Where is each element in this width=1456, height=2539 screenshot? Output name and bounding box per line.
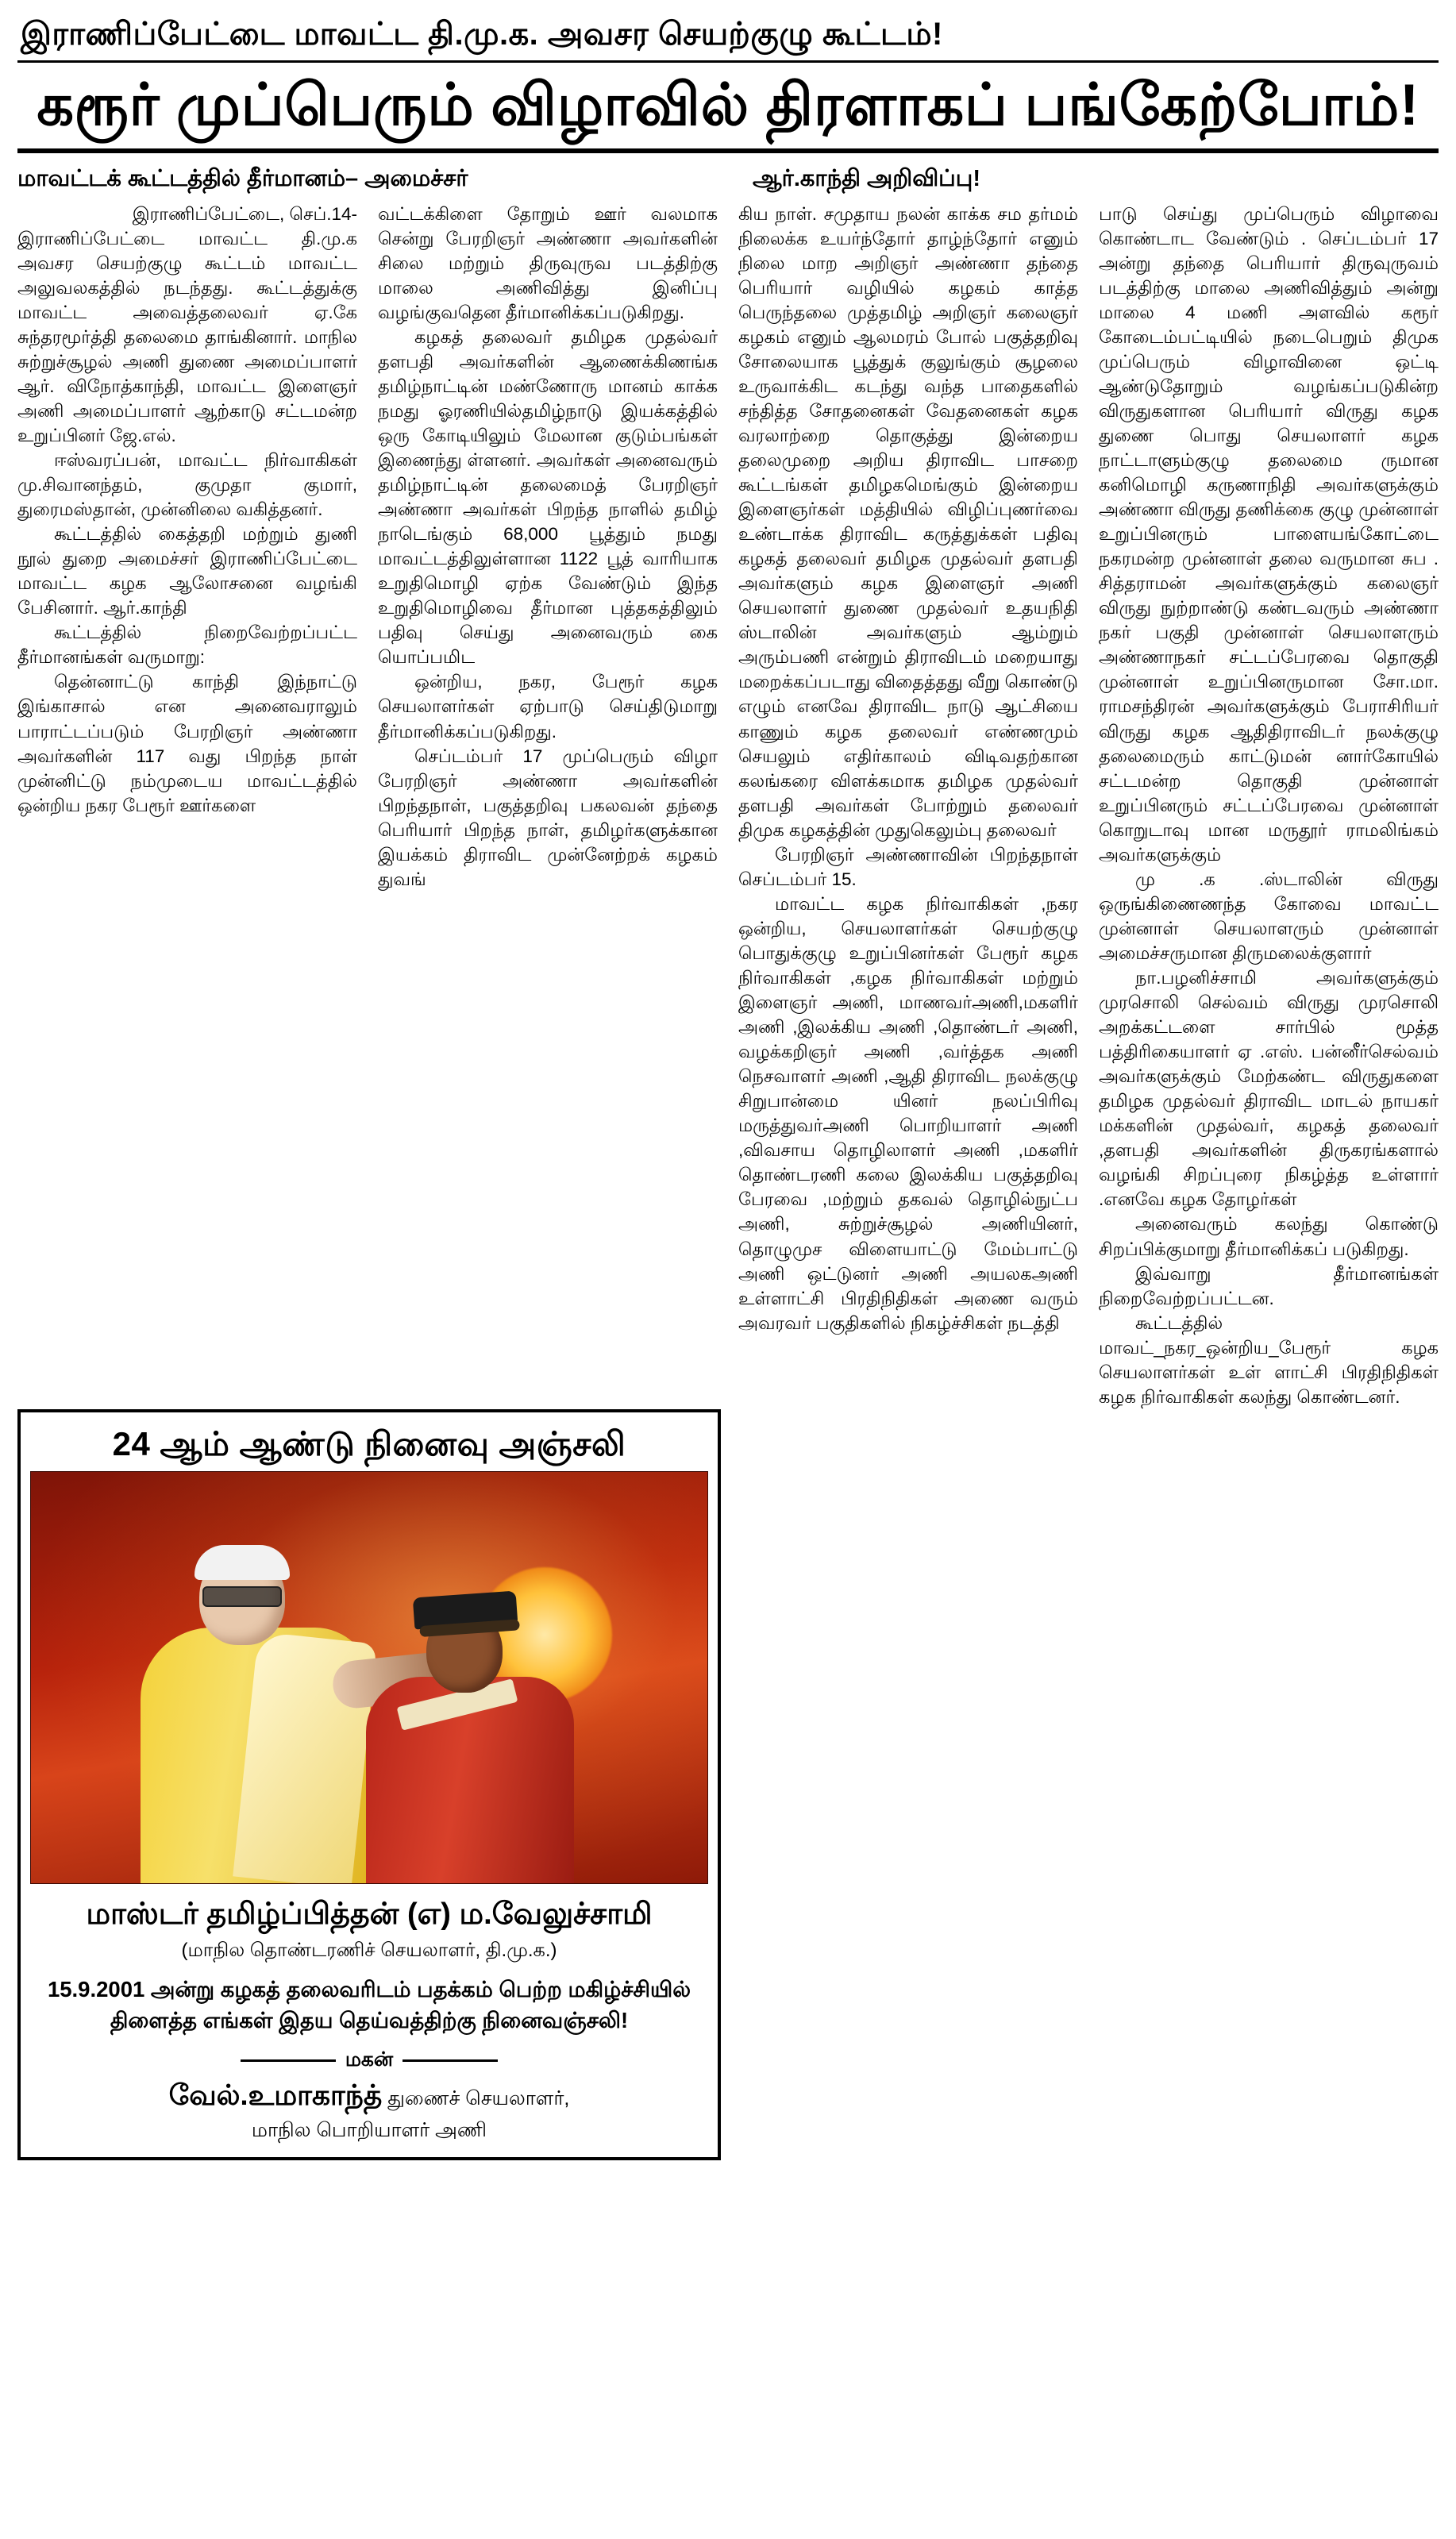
ad-memorial-text: 15.9.2001 அன்று கழகத் தலைவரிடம் பதக்கம் பெற்ற மகிழ்ச்சியில் திளைத்த எங்கள் இதய தெய்வத்திற்கு நினைவஞ்சலி! — [47, 1976, 691, 2032]
paragraph: தென்னாட்டு காந்தி இந்நாட்டு இங்காசால் என அனைவராலும் பாராட்டப்படும் பேரறிஞர் அண்ணா அவர்களின் 117 வது பிறந்த நாள் முன்னிட்டு நம்முடைய மாவட்டத்தில் ஒன்றிய நகர பேரூர் ஊர்களை — [17, 672, 357, 815]
paragraph: கூட்டத்தில் கைத்தறி மற்றும் துணி நூல் துறை அமைச்சர் இராணிப்பேட்டை மாவட்ட கழக ஆலோசனை வழங்கி பேசினார். ஆர்.காந்தி — [17, 524, 357, 618]
subheadline-left: மாவட்டக் கூட்டத்தில் தீர்மானம்– அமைச்சர் — [17, 166, 468, 192]
subheadline-row — [17, 164, 1439, 193]
kicker-headline: இராணிப்பேட்டை மாவட்ட தி.மு.க. அவசர செயற்குழு கூட்டம்! — [21, 17, 943, 52]
dateline: இராணிப்பேட்டை, செப்.14- — [132, 203, 357, 224]
paragraph: கூட்டத்தில் மாவட்_நகர_ஒன்றிய_பேரூர் கழக செயலாளர்கள் உள் ளாட்சி பிரதிநிதிகள் கழக நிர்வாகிகள் கலந்து கொண்டனர். — [1099, 1312, 1439, 1407]
memorial-photo — [30, 1471, 708, 1884]
ad-son-role-2: மாநில பொறியாளர் அணி — [251, 2119, 487, 2142]
figure-honoree — [350, 1582, 588, 1883]
paragraph: ஈஸ்வரப்பன், மாவட்ட நிர்வாகிகள் மு.சிவானந்தம், குமுதா குமார், துரைமஸ்தான், முன்னிலை வகித்தனர். — [17, 450, 357, 520]
paragraph: நா.பழனிச்சாமி அவர்களுக்கும் முரசொலி செல்வம் விருது முரசொலி அறக்கட்டளை சார்பில் மூத்த பத்திரிகையாளர் ஏ .எஸ். பன்னீர்செல்வம் அவர்களுக்கும் மேற்கண்ட விருதுகளை தமிழக முதல்வர் திராவிட மாடல் நாயகர் மக்களின் முதல்வர், கழகத் தலைவர் ,தளபதி அவர்களின் திருகரங்களால் வழங்கி சிறப்புரை நிகழ்த்த உள்ளார் .எனவே கழக தோழர்கள் — [1099, 968, 1439, 1210]
ad-person-name: மாஸ்டர் தமிழ்ப்பித்தன் (எ) ம.வேலுச்சாமி — [86, 1898, 653, 1932]
paragraph: பேரறிஞர் அண்ணாவின் பிறந்தநாள் செப்டம்பர் 15. — [738, 844, 1078, 889]
paragraph: வட்டக்கிளை தோறும் ஊர் வலமாக சென்று பேரறிஞர் அண்ணா அவர்களின் சிலை மற்றும் திருவுருவ படத்திற்கு மாலை அணிவித்து இனிப்பு வழங்குவதென தீர்மானிக்கப்படுகிறது. — [378, 203, 718, 322]
ad-from-text: மகன் — [345, 2048, 394, 2071]
ad-signature — [30, 2079, 708, 2116]
article-column-3 — [738, 202, 1078, 1335]
paragraph: செப்டம்பர் 17 முப்பெரும் விழா பேரறிஞர் அண்ணா அவர்களின் பிறந்தநாள், பகுத்தறிவு பகலவன் தந்தை பெரியார் பிறந்த நாள், தமிழர்களுக்கான இயக்கம் திராவிட முன்னேற்றக் கழகம் துவங் — [378, 746, 718, 889]
paragraph: மாவட்ட கழக நிர்வாகிகள் ,நகர ஒன்றிய, செயலாளர்கள் செயற்குழு பொதுக்குழு உறுப்பினர்கள் பேரூர் கழக நிர்வாகிகள் ,கழக நிர்வாகிகள் மற்றும் இளைஞர் அணி, மாணவர்அணி,மகளிர் அணி ,இலக்கிய அணி ,தொண்டர் அணி, வழக்கறிஞர் அணி ,வர்த்தக அணி நெசவாளர் அணி ,ஆதி திராவிட நலக்குழு சிறுபான்மை யினர் நலப்பிரிவு மருத்துவர்அணி பொறியாளர் அணி ,விவசாய தொழிலாளர் அணி ,மகளிர் தொண்டரணி கலை இலக்கிய பகுத்தறிவு பேரவை ,மற்றும் தகவல் தொழில்நுட்ப அணி, சுற்றுச்சூழல் அணியினர், தொழுமுச விளையாட்டு மேம்பாட்டு அணி ஒட்டுனர் அணி அயலகஅணி உள்ளாட்சி பிரதிநிதிகள் அணை வரும் அவரவர் பகுதிகளில் நிகழ்ச்சிகள் நடத்தி — [738, 893, 1078, 1333]
ad-son-role: துணைச் செயலாளர், — [382, 2087, 570, 2110]
paragraph: இராணிப்பேட்டை மாவட்ட தி.மு.க அவசர செயற்குழு கூட்டம் மாவட்ட அலுவலகத்தில் நடந்தது. கூட்டத்துக்கு மாவட்ட அவைத்தலைவர் ஏ.கே சுந்தரமூர்த்தி தலைமை தாங்கினார். மாநில சுற்றுச்சூழல் அணி துணை அமைப்பாளர் ஆர். விநோத்காந்தி, மாவட்ட இளைஞர் அணி அமைப்பாளர் ஆற்காடு சட்டமன்ற உறுப்பினர் ஜே.எல். — [17, 228, 357, 445]
article-column-1 — [17, 202, 357, 1004]
paragraph: கூட்டத்தில் நிறைவேற்றப்பட்ட தீர்மானங்கள் வருமாறு: — [17, 622, 357, 668]
divider-thick — [17, 148, 1439, 153]
paragraph: மு .க .ஸ்டாலின் விருது ஒருங்கிணைணந்த கோவை மாவட்ட முன்னாள் செயலாளரும் முன்னாள் அமைச்சருமான திருமலைக்குளார் — [1099, 869, 1439, 963]
figure-leader-hair — [195, 1545, 290, 1580]
dash-left — [241, 2059, 336, 2062]
dash-right — [403, 2059, 498, 2062]
ad-title: 24 ஆம் ஆண்டு நினைவு அஞ்சலி — [112, 1424, 626, 1462]
paragraph: ஒன்றிய, நகர, பேரூர் கழக செயலாளர்கள் ஏற்பாடு செய்திடுமாறு தீர்மானிக்கப்படுகிறது. — [378, 672, 718, 742]
article-column-2 — [378, 202, 718, 1004]
paragraph: இவ்வாறு தீர்மானங்கள் நிறைவேற்றப்பட்டன. — [1099, 1263, 1439, 1308]
main-headline: கரூர் முப்பெரும் விழாவில் திரளாகப் பங்கேற்போம்! — [37, 73, 1419, 137]
ad-son-name: வேல்.உமாகாந்த் — [168, 2079, 383, 2112]
article-columns — [17, 202, 1439, 1409]
memorial-advertisement — [17, 1409, 721, 2160]
ad-person-role: (மாநில தொண்டரணிச் செயலாளர், தி.மு.க.) — [181, 1939, 557, 1961]
subheadline-right: ஆர்.காந்தி அறிவிப்பு! — [753, 166, 980, 192]
paragraph: கழகத் தலைவர் தமிழக முதல்வர் தளபதி அவர்களின் ஆணைக்கிணங்க தமிழ்நாட்டின் மண்ணோரு மானம் காக்க நமது ஓரணியில்தமிழ்நாடு இயக்கத்தில் ஒரு கோடியிலும் மேலான குடும்பங்கள் இணைந்து ள்ளனர். அவர்கள் அனைவரும் தமிழ்நாட்டின் தலைமைத் பேரறிஞர் அண்ணா அவர்கள் பிறந்த நாளில் தமிழ் நாடெங்கும் 68,000 பூத்தும் நமது மாவட்டத்திலுள்ளான 1122 பூத் வாரியாக உறுதிமொழி ஏற்க வேண்டும் இந்த உறுதிமொழிவை தீர்மான புத்தகத்திலும் பதிவு செய்து அனைவரும் கை யொப்பமிட — [378, 326, 718, 668]
paragraph: பாடு செய்து முப்பெரும் விழாவை கொண்டாட வேண்டும் . செப்டம்பர் 17 அன்று தந்தை பெரியார் திருவுருவம் படத்திற்கு மாலை அணிவித்தும் அன்று மாலை 4 மணி அளவில் கரூர் கோடைம்பட்டியில் நடைபெறும் திமுக முப்பெரும் விழாவினை ஒட்டி ஆண்டுதோறும் வழங்கப்படுகின்ற விருதுகளான பெரியார் விருது கழக துணை பொது செயலாளர் கழக நாட்டாளும்குழு தலைமை ருமான கனிமொழி கருணாநிதி அவர்களுக்கும் அண்ணா விருது தணிக்கை குழு முன்னாள் உறுப்பினரும் பாளையங்கோட்டை நகரமன்ற முன்னாள் தலை வருமான சுப . சித்தராமன் அவர்களுக்கும் கலைஞர் விருது நுற்றாண்டு கண்டவரும் அண்ணா நகர் பகுதி முன்னாள் செயலாளரும் அண்ணாநகர் சட்டப்பேரவை தொகுதி முன்னாள் உறுப்பினருமான சோ.மா. ராமசந்திரன் அவர்களுக்கும் பேராசிரியர் விருது கழக ஆதிதிராவிடர் நலக்குழு தலைமைரும் காட்டுமன் னார்கோயில் சட்டமன்ற தொகுதி முன்னாள் உறுப்பினரும் சட்டப்பேரவை முன்னாள் கொறுடாவு மான மருதூர் ராமலிங்கம் அவர்களுக்கும் — [1099, 203, 1439, 865]
figure-leader — [126, 1542, 388, 1883]
article-column-4 — [1099, 202, 1439, 1409]
ad-from-label — [30, 2042, 708, 2079]
paragraph: அனைவரும் கலந்து கொண்டு சிறப்பிக்குமாறு தீர்மானிக்கப் படுகிறது. — [1099, 1214, 1439, 1259]
lower-section — [17, 1409, 1439, 2160]
cap-icon — [413, 1591, 518, 1630]
sunglasses-icon — [202, 1586, 282, 1607]
paragraph: கிய நாள். சமுதாய நலன் காக்க சம தர்மம் நிலைக்க உயர்ந்தோர் தாழ்ந்தோர் எனும் நிலை மாற அறிஞர் அண்ணா தந்தை பெரியார் வழியில் கழகம் காத்த பெருந்தலை முத்தமிழ் அறிஞர் கலைஞர் கழகம் எனும் ஆலமரம் போல் பகுத்தறிவு சோலையாக பூத்துக் குலுங்கும் சூழலை உருவாக்கிட கடந்து வந்த பாதைகளில் சந்தித்த சோதனைகள் வேதனைகள் கழக வரலாற்றை தொகுத்து இன்றைய தலைமுறை அறிய திராவிட பாசறை கூட்டங்கள் தமிழகமெங்கும் இன்றைய இளைஞர்கள் மத்தியில் விழிப்புணர்வை உண்டாக்க திராவிட கருத்துக்கள் பதிவு கழகத் தலைவர் தமிழக முதல்வர் தளபதி அவர்களும் கழக இளைஞர் அணி செயலாளர் துணை முதல்வர் உதயநிதி ஸ்டாலின் அவர்களும் ஆம்றும் அரும்பணி என்றும் திராவிடம் மறையாது மறைக்கப்படாது விதைத்தது வீறு கொண்டு எழும் எனவே திராவிட நாடு ஆட்சியை காணும் கழக தலைவர் எண்ணமும் செயலும் எதிர்காலம் விடிவதற்கான கலங்கரை விளக்கமாக தமிழக முதல்வர் தளபதி அவர்கள் போற்றும் தலைவர் திமுக கழகத்தின் முதுகெலும்பு தலைவர் — [738, 203, 1078, 840]
